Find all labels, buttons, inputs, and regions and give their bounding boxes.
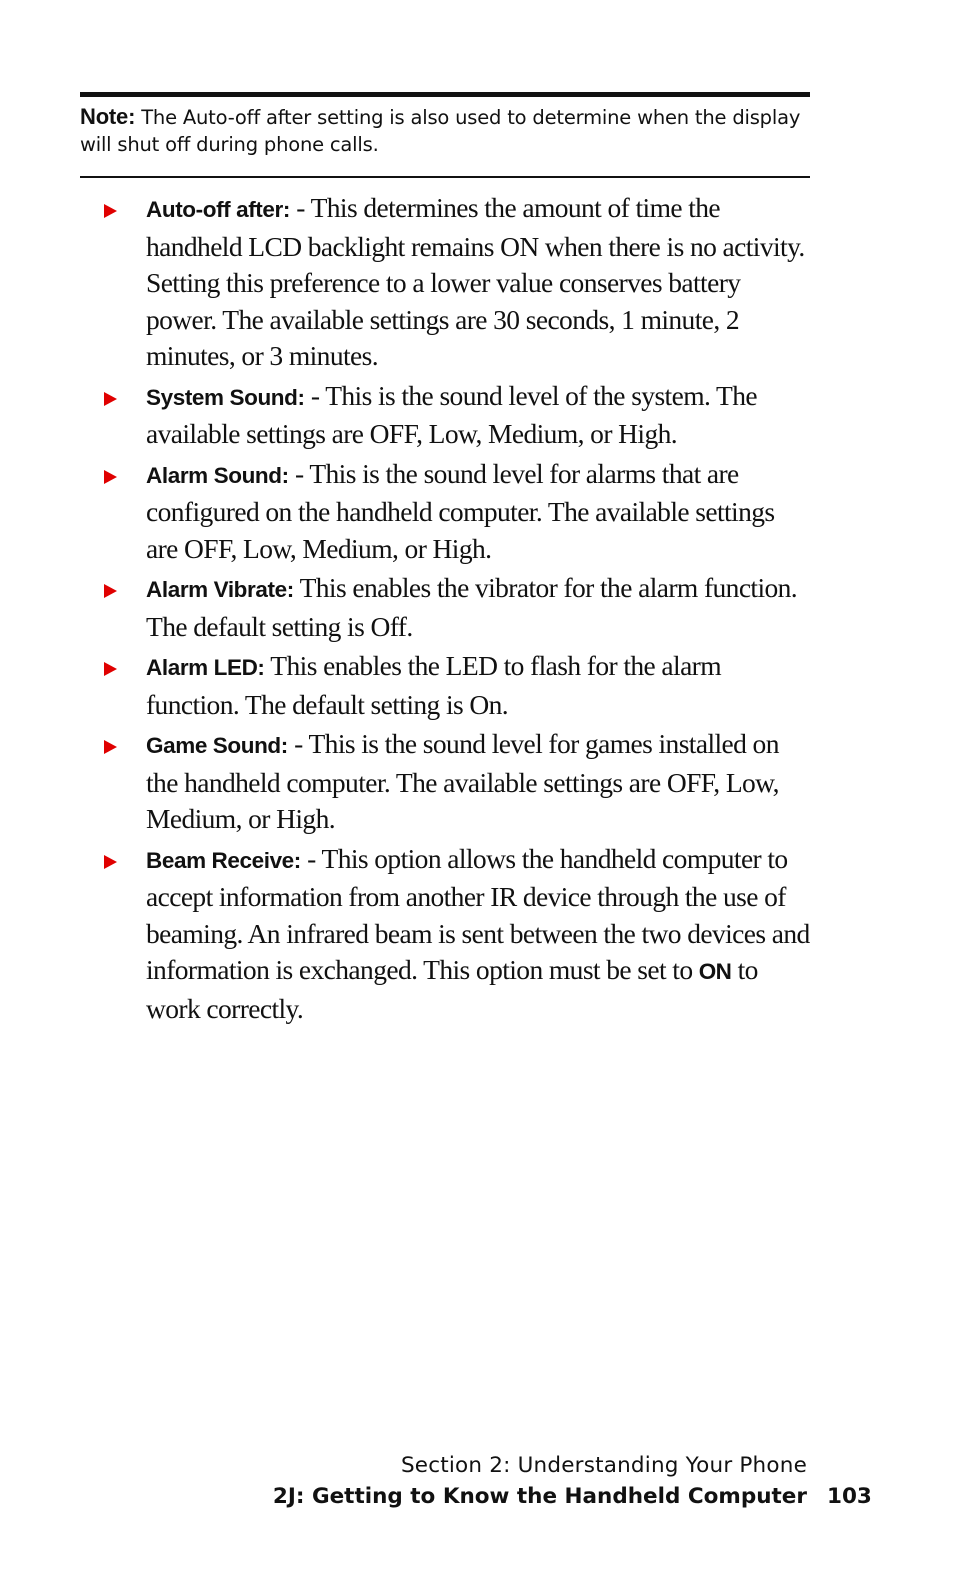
item-term: Game Sound:: [146, 733, 288, 758]
item-description-end: to work correctly.: [146, 954, 758, 1024]
footer-section-title: Section 2: Understanding Your Phone: [400, 1453, 807, 1478]
settings-list: [0, 190, 954, 1030]
bullet-icon: [104, 740, 117, 754]
bullet-icon: [104, 855, 117, 869]
item-text: [146, 570, 810, 645]
item-inline-bold: ON: [698, 959, 732, 984]
bullet-icon: [104, 392, 117, 406]
page-number: 103: [827, 1484, 872, 1509]
item-description: - This is the sound level for alarms that are configured on the handheld computer. The available settings are OFF, Low, Medium, or High.: [146, 457, 775, 564]
list-item-beam-receive: [0, 841, 810, 1028]
item-text: [146, 190, 810, 375]
item-description: - This is the sound level of the system. The available settings are OFF, Low, Medium, or High.: [146, 379, 757, 449]
list-item-alarm-led: [0, 648, 810, 723]
bullet-icon: [104, 470, 117, 484]
list-item-alarm-vibrate: [0, 570, 810, 645]
item-term: Beam Receive:: [146, 847, 301, 873]
item-term: Auto-off after:: [146, 197, 290, 222]
item-description: - This option allows the handheld computer to accept information from another IR device through the use of beaming. An infrared beam is sent between the two devices and information is exchanged. This option must be set to: [146, 842, 810, 985]
item-text: [146, 648, 810, 723]
bullet-icon: [104, 662, 117, 676]
item-description: - This determines the amount of time the handheld LCD backlight remains ON when there is no activity. Setting this preference to a lower value conserves battery power. The available settings are 30 seconds, 1 minute, 2 minutes, or 3 minutes.: [146, 192, 805, 371]
bullet-icon: [104, 204, 117, 218]
footer-chapter-title: 2J: Getting to Know the Handheld Computer: [272, 1484, 807, 1509]
item-text: [146, 378, 810, 453]
item-text: [146, 726, 810, 838]
item-text: [146, 456, 810, 568]
note-box: [80, 92, 810, 178]
list-item-system-sound: [0, 378, 810, 453]
item-description: This enables the vibrator for the alarm function. The default setting is Off.: [146, 572, 798, 642]
list-item-auto-off: [0, 190, 810, 375]
item-term: Alarm Vibrate:: [146, 577, 294, 602]
item-term: Alarm Sound:: [146, 462, 289, 488]
item-description: - This is the sound level for games installed on the handheld computer. The available settings are OFF, Low, Medium, or High.: [146, 728, 779, 834]
list-item-game-sound: [0, 726, 810, 838]
note-text: The Auto-off after setting is also used to determine when the display will shut off during phone calls.: [80, 106, 801, 156]
item-text: [146, 841, 810, 1028]
list-item-alarm-sound: [0, 456, 810, 568]
item-term: Alarm LED:: [146, 655, 265, 680]
bullet-icon: [104, 584, 117, 598]
item-term: System Sound:: [146, 384, 305, 410]
note-label: Note:: [80, 104, 136, 129]
item-description: This enables the LED to flash for the alarm function. The default setting is On.: [146, 650, 722, 720]
